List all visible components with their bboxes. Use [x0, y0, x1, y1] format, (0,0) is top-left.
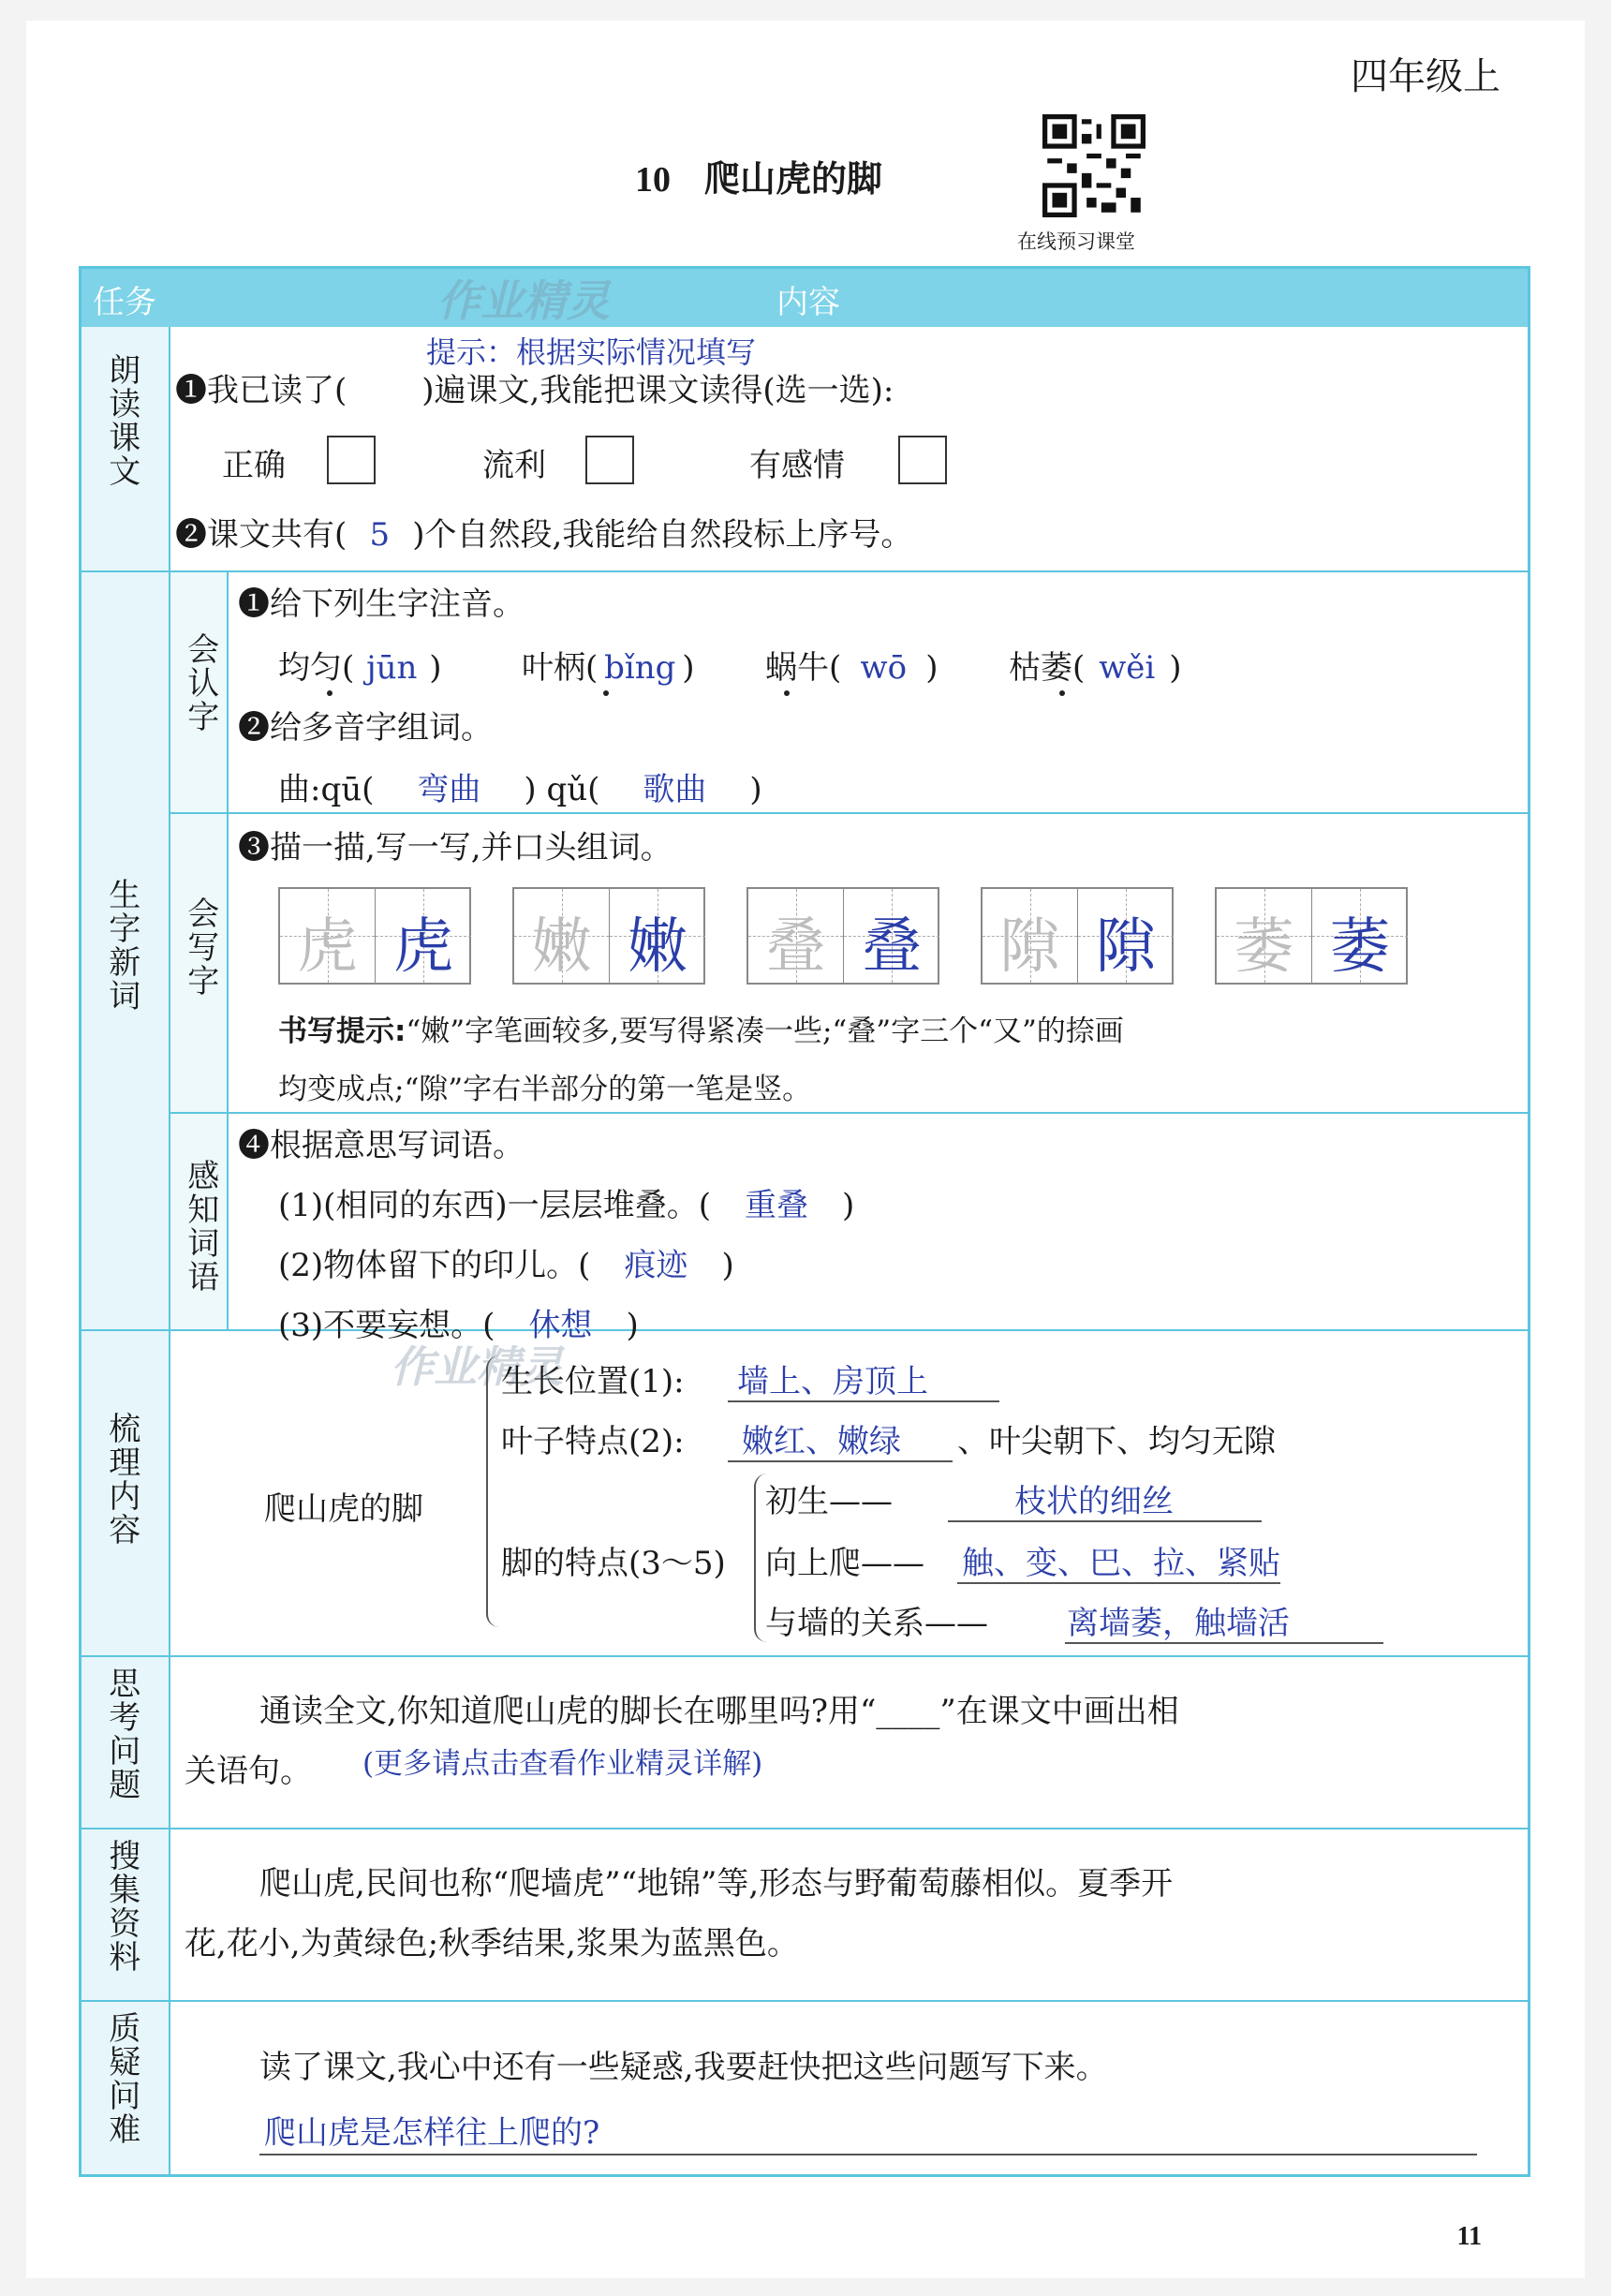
answer-char: 叠	[862, 912, 922, 982]
trace-cell	[748, 889, 844, 983]
writing-tip-text: “嫩”字笔画较多,要写得紧凑一些;“叠”字三个“又”的捺画	[406, 1015, 1124, 1048]
read-q2	[175, 509, 912, 555]
polyphone-close: )	[749, 771, 762, 808]
lesson-title	[635, 150, 882, 201]
more-details-link[interactable]: (更多请点击查看作业精灵详解)	[362, 1747, 763, 1781]
outline-leaf-2: 向上爬——	[765, 1545, 924, 1582]
pinyin-word: 叶柄(	[522, 649, 599, 687]
section-think: 思考问题	[102, 1666, 140, 1801]
read-q1	[175, 364, 894, 410]
trace-char: 萎	[1234, 912, 1294, 982]
answer-underline	[259, 2154, 1477, 2155]
trace-char: 隙	[999, 912, 1060, 982]
answer-cell[interactable]	[1078, 889, 1174, 983]
outline-answer-1[interactable]: 墙上、房顶上	[737, 1363, 928, 1400]
sense-item	[278, 1239, 734, 1285]
pinyin-answer[interactable]: wō	[860, 649, 908, 687]
sense-text: (2)物体留下的印儿。(	[278, 1247, 591, 1284]
pinyin-word: 均匀(	[278, 649, 355, 687]
opt-emotion-label: 有感情	[749, 447, 845, 484]
workbook-page	[26, 21, 1585, 2278]
pinyin-item	[522, 642, 695, 688]
trace-cell	[514, 889, 610, 983]
writing-tip-line-2: 均变成点;“隙”字右半部分的第一笔是竖。	[278, 1073, 812, 1106]
pinyin-answer[interactable]: jūn	[366, 649, 418, 687]
answer-cell[interactable]	[1312, 889, 1408, 983]
pinyin-close: )	[682, 649, 695, 687]
outline-branch-2: 叶子特点(2):	[501, 1423, 685, 1460]
sense-item	[278, 1179, 854, 1225]
polyphone-row	[278, 763, 762, 809]
sense-close: )	[721, 1247, 734, 1284]
pinyin-close: )	[1169, 649, 1182, 687]
outline-branch-2-rest: 、叶尖朝下、均匀无隙	[957, 1423, 1276, 1460]
write-q3: ❸描一描,写一写,并口头组词。	[238, 829, 672, 867]
emphasis-dot	[603, 690, 609, 696]
trace-cell	[280, 889, 376, 983]
sense-q4: ❹根据意思写词语。	[238, 1127, 525, 1164]
paragraph-count[interactable]: 5	[369, 516, 391, 554]
qr-caption: 在线预习课堂	[1017, 230, 1135, 253]
trace-char: 嫩	[531, 912, 592, 982]
answer-char: 隙	[1096, 912, 1156, 982]
opt-fluent-checkbox[interactable]	[585, 436, 634, 484]
sense-answer[interactable]: 重叠	[744, 1187, 808, 1224]
lesson-name: 爬山虎的脚	[704, 158, 883, 200]
outline-leaf-1: 初生——	[765, 1483, 893, 1520]
outline-leaf-3: 与墙的关系——	[765, 1605, 988, 1642]
trace-cell	[1217, 889, 1312, 983]
polyphone-mid: ) qǔ(	[524, 771, 600, 808]
writing-tip-label: 书写提示:	[278, 1015, 406, 1048]
watermark: 作业精灵	[391, 1341, 563, 1392]
pinyin-item	[1009, 642, 1182, 688]
answer-underline	[1065, 1642, 1383, 1644]
divider	[81, 2000, 1528, 2002]
read-q2-prefix: ❷课文共有(	[175, 516, 347, 554]
section-question: 质疑问难	[102, 2011, 140, 2146]
outline-leaf-answer-1[interactable]: 枝状的细丝	[1014, 1483, 1174, 1520]
pinyin-answer[interactable]: bǐng	[604, 649, 676, 687]
emphasis-dot	[327, 690, 333, 696]
polyphone-answer-1[interactable]: 弯曲	[417, 771, 481, 808]
outline-answer-2[interactable]: 嫩红、嫩绿	[742, 1423, 901, 1460]
divider	[81, 1828, 1528, 1829]
answer-char: 嫩	[628, 912, 687, 982]
sense-close: )	[626, 1307, 639, 1344]
divider	[170, 812, 1528, 814]
trace-char: 虎	[297, 912, 358, 982]
divider	[81, 570, 1528, 572]
pinyin-word: 枯萎(	[1009, 649, 1086, 687]
sense-answer[interactable]: 痕迹	[624, 1247, 688, 1284]
answer-cell[interactable]	[610, 889, 705, 983]
task-table	[79, 266, 1530, 2177]
pinyin-close: )	[925, 649, 939, 687]
question-answer[interactable]: 爬山虎是怎样往上爬的?	[264, 2114, 600, 2152]
answer-underline	[728, 1460, 953, 1462]
read-q1-prefix: ❶我已读了(	[175, 372, 347, 409]
sub-recognize: 会认字	[181, 632, 219, 733]
emphasis-dot	[1059, 690, 1065, 696]
pinyin-item	[765, 642, 939, 688]
section-read: 朗读课文	[102, 353, 140, 488]
qr-code-icon[interactable]	[1042, 114, 1145, 217]
header-task: 任务	[93, 284, 156, 321]
watermark: 作业精灵	[437, 275, 610, 326]
char-grid	[278, 887, 471, 985]
writing-tip-line-1	[278, 1007, 1124, 1049]
opt-correct-checkbox[interactable]	[327, 436, 376, 484]
polyphone-char: 曲:qū(	[278, 771, 375, 808]
answer-cell[interactable]	[376, 889, 471, 983]
pinyin-close: )	[429, 649, 442, 687]
read-q1-suffix: )遍课文,我能把课文读得(选一选):	[421, 372, 894, 409]
collect-line-1: 爬山虎,民间也称“爬墙虎”“地锦”等,形态与野葡萄藤相似。夏季开	[259, 1865, 1174, 1903]
hint-text: 提示：根据实际情况填写	[426, 334, 757, 370]
char-grid	[981, 887, 1174, 985]
sense-text: (3)不要妄想。(	[278, 1307, 495, 1344]
read-q2-suffix: )个自然段,我能给自然段标上序号。	[412, 516, 913, 554]
header-content: 内容	[776, 284, 840, 321]
outline-root: 爬山虎的脚	[264, 1490, 423, 1528]
sense-answer[interactable]: 休想	[528, 1307, 593, 1344]
recognize-q1: ❶给下列生字注音。	[238, 585, 525, 623]
answer-underline	[957, 1582, 1280, 1584]
sub-write: 会写字	[181, 896, 219, 998]
opt-emotion-checkbox[interactable]	[898, 436, 947, 484]
section-sort: 梳理内容	[102, 1412, 140, 1547]
emphasis-dot	[784, 690, 790, 696]
think-line-2: 关语句。	[185, 1753, 312, 1790]
lesson-number: 10	[635, 160, 671, 200]
trace-char: 叠	[765, 912, 826, 982]
question-line-1: 读了课文,我心中还有一些疑惑,我要赶快把这些问题写下来。	[259, 2049, 1108, 2086]
outline-leaf-answer-3[interactable]: 离墙萎，触墙活	[1067, 1605, 1290, 1642]
recognize-q2: ❷给多音字组词。	[238, 709, 493, 747]
polyphone-answer-2[interactable]: 歌曲	[643, 771, 707, 808]
divider	[81, 1655, 1528, 1657]
outline-branch-3: 脚的特点(3～5)	[501, 1545, 726, 1582]
char-grid	[746, 887, 939, 985]
answer-underline	[948, 1520, 1262, 1522]
outline-leaf-answer-2[interactable]: 触、变、巴、拉、紧贴	[962, 1545, 1280, 1582]
trace-cell	[983, 889, 1078, 983]
page-number: 11	[1456, 2222, 1482, 2251]
answer-cell[interactable]	[844, 889, 939, 983]
pinyin-answer[interactable]: wěi	[1099, 649, 1156, 687]
section-words: 生字新词	[102, 878, 140, 1013]
grade-label: 四年级上	[1351, 55, 1500, 98]
answer-underline	[728, 1400, 999, 1402]
pinyin-word: 蜗牛(	[765, 649, 842, 687]
outline-branch-1: 生长位置(1):	[501, 1363, 685, 1400]
pinyin-item	[278, 642, 442, 688]
divider	[170, 1112, 1528, 1114]
opt-correct-label: 正确	[222, 447, 286, 484]
sub-sense: 感知词语	[181, 1159, 219, 1294]
answer-char: 虎	[393, 912, 453, 982]
opt-fluent-label: 流利	[482, 447, 546, 484]
section-collect: 搜集资料	[102, 1839, 140, 1974]
sense-text: (1)(相同的东西)一层层堆叠。(	[278, 1187, 711, 1224]
think-line-1: 通读全文,你知道爬山虎的脚长在哪里吗?用“____”在课文中画出相	[259, 1693, 1179, 1730]
collect-line-2: 花,花小,为黄绿色;秋季结果,浆果为蓝黑色。	[185, 1925, 799, 1963]
answer-char: 萎	[1330, 912, 1390, 982]
char-grid	[1215, 887, 1408, 985]
char-grid	[512, 887, 705, 985]
sense-close: )	[841, 1187, 855, 1224]
